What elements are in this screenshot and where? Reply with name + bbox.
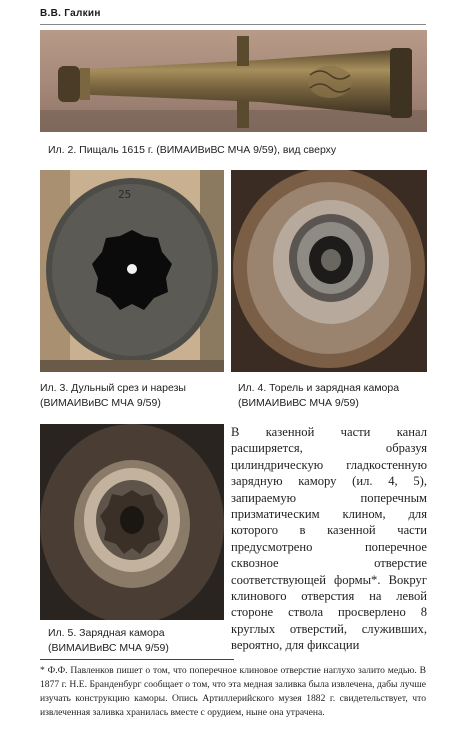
- footnote: * Ф.Ф. Павленков пишет о том, что поперечное клиновое отверстие наглухо залито медью. В 1877 г. Н.Е. Бранденбург сообщает о том, что эта медная заливка была извлечена, дабы лучше изучать конструкцию каморы. Опись Артиллерийского музея 1882 г. свидетельствует, что извлеченная заливка хранилась вместе с орудием, ныне она утрачена.: [40, 665, 426, 718]
- figure-5-caption-line-2: (ВИМАИВиВС МЧА 9/59): [48, 642, 169, 654]
- header-rule: [40, 24, 426, 25]
- charge-chamber-photo: [40, 424, 224, 620]
- cannon-top-view-image: [40, 30, 427, 132]
- figure-3-caption-line-2: (ВИМАИВиВС МЧА 9/59): [40, 397, 161, 409]
- muzzle-face-photo: [40, 170, 224, 372]
- running-head: В.В. Галкин: [40, 8, 101, 19]
- breech-chamber-photo: [231, 170, 427, 372]
- figure-5-caption: [48, 626, 228, 656]
- svg-text:25: 25: [118, 188, 132, 201]
- cannon-top-view-photo: [40, 30, 427, 132]
- figure-2-caption: Ил. 2. Пищаль 1615 г. (ВИМАИВиВС МЧА 9/59), вид сверху: [48, 144, 337, 156]
- footnote-rule: [40, 659, 234, 660]
- muzzle-rifling-image: [40, 170, 224, 372]
- figure-4-caption: [238, 381, 428, 411]
- figure-5-caption-line-1: Ил. 5. Зарядная камора: [48, 627, 165, 639]
- charge-chamber-image: [40, 424, 224, 620]
- body-paragraph: В казенной части канал расширяется, образуя цилиндрическую гладкостенную зарядную камору (ил. 4, 5), запираемую поперечным призматическим клином, для которого в казенной части предусмотрено поперечное сквозное отверстие соответствующей формы*. Вокруг клинового отверстия на левой стороне ствола просверлено 8 круглых отверстий, служивших, вероятно, для фиксации: [231, 425, 427, 653]
- figure-4-caption-line-2: (ВИМАИВиВС МЧА 9/59): [238, 397, 359, 409]
- figure-3-caption: [40, 381, 230, 411]
- breech-chamber-image: [231, 170, 427, 372]
- figure-3-caption-line-1: Ил. 3. Дульный срез и нарезы: [40, 382, 186, 394]
- figure-4-caption-line-1: Ил. 4. Торель и зарядная камора: [238, 382, 400, 394]
